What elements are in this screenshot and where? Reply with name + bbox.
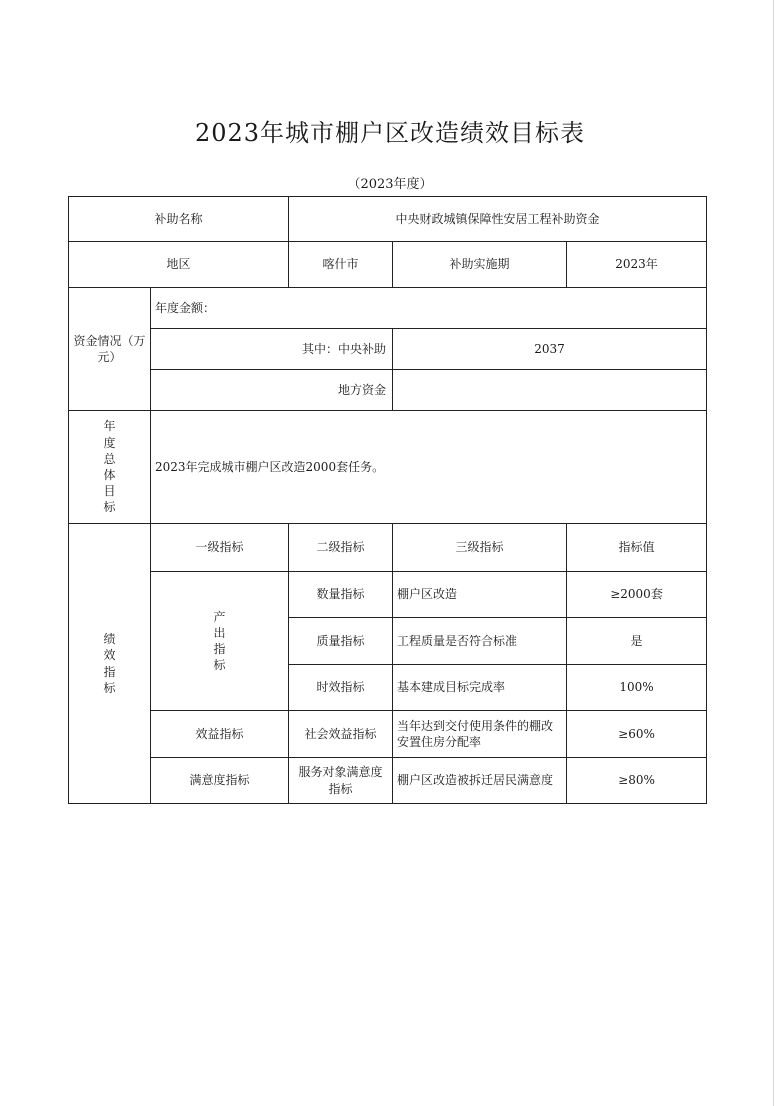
output-label-char: 标 bbox=[213, 658, 226, 673]
region-row bbox=[69, 242, 707, 288]
performance-indicators-label bbox=[69, 524, 151, 804]
local-funds-label: 地方资金 bbox=[151, 370, 393, 411]
annual-goal-char: 度 bbox=[103, 435, 116, 450]
output-indicators-label bbox=[151, 572, 289, 711]
perf-label-char: 效 bbox=[103, 648, 116, 663]
benefit-row bbox=[69, 711, 707, 758]
region-value: 喀什市 bbox=[289, 242, 393, 288]
annual-amount-row bbox=[69, 288, 707, 329]
indicator-value: 100% bbox=[567, 665, 707, 711]
indicator-level3: 基本建成目标完成率 bbox=[393, 665, 567, 711]
header-level1: 一级指标 bbox=[151, 524, 289, 572]
indicator-level2: 时效指标 bbox=[289, 665, 393, 711]
subsidy-name-label: 补助名称 bbox=[69, 197, 289, 242]
output-label-char: 指 bbox=[213, 642, 226, 656]
header-level2: 二级指标 bbox=[289, 524, 393, 572]
indicator-value: ≥2000套 bbox=[567, 572, 707, 618]
output-label-char: 出 bbox=[213, 625, 226, 640]
annual-amount-label: 年度金额： bbox=[151, 288, 707, 329]
benefit-level1: 效益指标 bbox=[151, 711, 289, 758]
region-label: 地区 bbox=[69, 242, 289, 288]
central-subsidy-row bbox=[69, 329, 707, 370]
header-level3: 三级指标 bbox=[393, 524, 567, 572]
output-label-char: 产 bbox=[213, 609, 226, 624]
annual-goal-char: 年 bbox=[103, 419, 116, 434]
annual-goal-label bbox=[69, 411, 151, 524]
perf-label-char: 指 bbox=[103, 664, 116, 679]
central-subsidy-label: 其中：中央补助 bbox=[151, 329, 393, 370]
annual-goal-char: 标 bbox=[103, 500, 116, 515]
satisfaction-level3: 棚户区改造被拆迁居民满意度 bbox=[393, 758, 567, 804]
satisfaction-level2: 服务对象满意度指标 bbox=[289, 758, 393, 804]
indicator-level3: 棚户区改造 bbox=[393, 572, 567, 618]
period-value: 2023年 bbox=[567, 242, 707, 288]
annual-goal-char: 体 bbox=[103, 468, 116, 482]
benefit-value: ≥60% bbox=[567, 711, 707, 758]
period-label: 补助实施期 bbox=[393, 242, 567, 288]
page-subtitle: （2023年度） bbox=[347, 177, 433, 192]
subsidy-name-row bbox=[69, 197, 707, 242]
satisfaction-level1: 满意度指标 bbox=[151, 758, 289, 804]
local-funds-value bbox=[393, 370, 707, 411]
perf-label-char: 标 bbox=[103, 680, 116, 695]
indicator-header-row bbox=[69, 524, 707, 572]
benefit-level2: 社会效益指标 bbox=[289, 711, 393, 758]
central-subsidy-value: 2037 bbox=[393, 329, 707, 370]
page-edge-line bbox=[773, 0, 774, 1106]
satisfaction-row bbox=[69, 758, 707, 804]
performance-table bbox=[68, 196, 707, 804]
header-value: 指标值 bbox=[567, 524, 707, 572]
annual-goal-char: 目 bbox=[103, 484, 116, 499]
satisfaction-value: ≥80% bbox=[567, 758, 707, 804]
annual-goal-row bbox=[69, 411, 707, 524]
subsidy-name-value: 中央财政城镇保障性安居工程补助资金 bbox=[289, 197, 707, 242]
benefit-level3: 当年达到交付使用条件的棚改安置住房分配率 bbox=[393, 711, 567, 758]
annual-goal-value: 2023年完成城市棚户区改造2000套任务。 bbox=[151, 411, 707, 524]
funds-label: 资金情况（万元） bbox=[69, 288, 151, 411]
annual-goal-char: 总 bbox=[103, 451, 116, 466]
perf-label-char: 绩 bbox=[103, 632, 116, 647]
indicator-level2: 数量指标 bbox=[289, 572, 393, 618]
local-funds-row bbox=[69, 370, 707, 411]
indicator-level2: 质量指标 bbox=[289, 618, 393, 665]
indicator-row bbox=[69, 572, 707, 618]
indicator-value: 是 bbox=[567, 618, 707, 665]
indicator-level3: 工程质量是否符合标准 bbox=[393, 618, 567, 665]
page-title: 2023年城市棚户区改造绩效目标表 bbox=[194, 119, 586, 147]
